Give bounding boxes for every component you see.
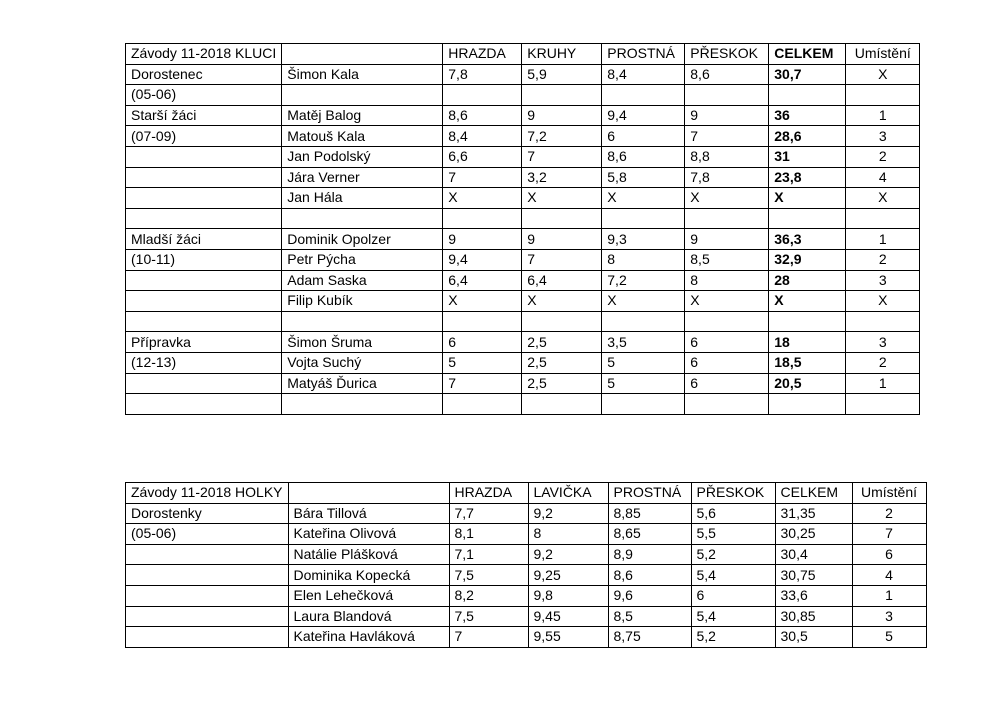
table-cell: 8,5 — [685, 249, 769, 270]
table-cell — [126, 394, 282, 415]
header-cell: CELKEM — [775, 483, 852, 504]
table-cell: 5 — [602, 352, 685, 373]
table-cell — [846, 208, 920, 229]
table-cell — [522, 208, 602, 229]
header-cell: CELKEM — [769, 44, 846, 65]
header-cell: Umístění — [846, 44, 920, 65]
boys-table-body — [126, 44, 920, 415]
table-cell: 9,45 — [528, 606, 608, 627]
table-cell: 31 — [769, 146, 846, 167]
table-cell — [443, 394, 522, 415]
table-cell — [685, 394, 769, 415]
table-cell: 5 — [443, 352, 522, 373]
header-cell: Umístění — [852, 483, 926, 504]
table-cell: 5,5 — [691, 524, 775, 545]
table-cell: 28,6 — [769, 126, 846, 147]
table-cell — [126, 167, 282, 188]
table-cell: Elen Lehečková — [288, 585, 449, 606]
table-cell — [126, 627, 289, 648]
table-cell: 6 — [685, 332, 769, 353]
table-cell — [126, 373, 282, 394]
header-cell: HRAZDA — [449, 483, 528, 504]
table-cell: 8,4 — [443, 126, 522, 147]
table-cell: 30,5 — [775, 627, 852, 648]
table-cell — [685, 311, 769, 332]
table-cell — [126, 565, 289, 586]
table-cell: Jan Podolský — [282, 146, 443, 167]
table-row — [126, 311, 920, 332]
table-cell: Dominik Opolzer — [282, 229, 443, 250]
table-cell: 7 — [443, 373, 522, 394]
table-cell: 8,2 — [449, 585, 528, 606]
table-cell: 1 — [846, 105, 920, 126]
table-cell: Přípravka — [126, 332, 282, 353]
table-row — [126, 188, 920, 209]
table-cell: X — [522, 188, 602, 209]
table-cell: 20,5 — [769, 373, 846, 394]
table-cell — [126, 270, 282, 291]
table-cell: 6 — [685, 352, 769, 373]
table-cell: 5,8 — [602, 167, 685, 188]
table-cell: 1 — [846, 373, 920, 394]
table-cell: 2 — [846, 146, 920, 167]
table-cell: 3 — [846, 126, 920, 147]
table-cell: 9,2 — [528, 544, 608, 565]
table-cell — [846, 394, 920, 415]
table-cell: Matouš Kala — [282, 126, 443, 147]
table-cell — [126, 544, 289, 565]
table-cell: 5 — [602, 373, 685, 394]
table-cell — [769, 311, 846, 332]
table-cell: X — [685, 188, 769, 209]
table-row — [126, 627, 927, 648]
table-cell: 7,2 — [522, 126, 602, 147]
table-cell: 8,85 — [608, 503, 691, 524]
header-cell: PŘESKOK — [685, 44, 769, 65]
table-cell: X — [522, 291, 602, 312]
table-row — [126, 105, 920, 126]
table-cell: 5 — [852, 627, 926, 648]
girls-table-body — [126, 483, 927, 648]
table-cell — [846, 85, 920, 106]
table-cell: 8 — [685, 270, 769, 291]
table-cell: 9,8 — [528, 585, 608, 606]
table-row — [126, 167, 920, 188]
table-cell: 3 — [852, 606, 926, 627]
table-row — [126, 606, 927, 627]
table-cell: X — [443, 291, 522, 312]
table-cell: 8,75 — [608, 627, 691, 648]
table-row — [126, 249, 920, 270]
table-cell: 8,6 — [685, 64, 769, 85]
table-cell: X — [602, 188, 685, 209]
table-cell: 7 — [522, 249, 602, 270]
table-cell: 3 — [846, 270, 920, 291]
table-cell: 9 — [685, 105, 769, 126]
table-row — [126, 373, 920, 394]
table-cell: 9,4 — [602, 105, 685, 126]
table-cell: Dorostenec — [126, 64, 282, 85]
table-cell: 5,6 — [691, 503, 775, 524]
table-cell: Filip Kubík — [282, 291, 443, 312]
table-cell — [602, 208, 685, 229]
table-cell: 7,5 — [449, 606, 528, 627]
table-cell: 7,1 — [449, 544, 528, 565]
table-cell: 6 — [685, 373, 769, 394]
table-cell: 5,4 — [691, 565, 775, 586]
table-cell: X — [846, 64, 920, 85]
table-row — [126, 64, 920, 85]
table-row — [126, 126, 920, 147]
table-cell: 7,8 — [443, 64, 522, 85]
table-cell — [126, 146, 282, 167]
table-cell: 32,9 — [769, 249, 846, 270]
table-cell: Šimon Šruma — [282, 332, 443, 353]
table-cell: Bára Tillová — [288, 503, 449, 524]
table-cell: 30,85 — [775, 606, 852, 627]
table-cell: 7,7 — [449, 503, 528, 524]
table-cell: Dominika Kopecká — [288, 565, 449, 586]
table-cell: 8,5 — [608, 606, 691, 627]
table-cell: 9 — [443, 229, 522, 250]
table-cell — [685, 208, 769, 229]
table-row — [126, 394, 920, 415]
table-cell: X — [685, 291, 769, 312]
table-cell: 23,8 — [769, 167, 846, 188]
table-cell: 5,2 — [691, 544, 775, 565]
table-cell: Petr Pýcha — [282, 249, 443, 270]
table-cell — [769, 208, 846, 229]
table-cell: 7 — [443, 167, 522, 188]
header-cell: PROSTNÁ — [602, 44, 685, 65]
table-cell — [522, 311, 602, 332]
table-cell: Matyáš Ďurica — [282, 373, 443, 394]
table-cell: Matěj Balog — [282, 105, 443, 126]
table-cell: Natálie Plášková — [288, 544, 449, 565]
header-cell: LAVIČKA — [528, 483, 608, 504]
table-cell: 5,4 — [691, 606, 775, 627]
boys-results-table — [125, 43, 920, 415]
table-cell: 1 — [852, 585, 926, 606]
table-cell: 7,8 — [685, 167, 769, 188]
table-cell — [685, 85, 769, 106]
table-cell: 8,65 — [608, 524, 691, 545]
table-cell: 7 — [449, 627, 528, 648]
header-cell: HRAZDA — [443, 44, 522, 65]
table-cell — [602, 85, 685, 106]
table-cell: 8 — [528, 524, 608, 545]
table-cell: X — [769, 188, 846, 209]
table-cell: (07-09) — [126, 126, 282, 147]
table-row — [126, 332, 920, 353]
table-cell: 30,25 — [775, 524, 852, 545]
table-row — [126, 585, 927, 606]
header-cell: PROSTNÁ — [608, 483, 691, 504]
header-row — [126, 483, 927, 504]
table-cell: 7 — [522, 146, 602, 167]
table-cell: 5,9 — [522, 64, 602, 85]
table-cell: 6 — [852, 544, 926, 565]
table-cell: Dorostenky — [126, 503, 289, 524]
table-cell: 3,2 — [522, 167, 602, 188]
table-cell: 36,3 — [769, 229, 846, 250]
table-cell: Jan Hála — [282, 188, 443, 209]
table-cell — [769, 394, 846, 415]
table-cell: 2,5 — [522, 332, 602, 353]
table-cell: 4 — [852, 565, 926, 586]
table-row — [126, 544, 927, 565]
table-row — [126, 146, 920, 167]
table-cell: Adam Saska — [282, 270, 443, 291]
table-cell: 9,3 — [602, 229, 685, 250]
table-cell: 6,4 — [443, 270, 522, 291]
table-row — [126, 208, 920, 229]
table-row — [126, 503, 927, 524]
table-cell: Mladší žáci — [126, 229, 282, 250]
table-row — [126, 352, 920, 373]
girls-results-table — [125, 482, 927, 648]
table-cell: 8,1 — [449, 524, 528, 545]
table-cell: 2 — [852, 503, 926, 524]
table-cell: Kateřina Havláková — [288, 627, 449, 648]
header-cell — [288, 483, 449, 504]
table-cell: 7,5 — [449, 565, 528, 586]
table-cell: 9,4 — [443, 249, 522, 270]
table-row — [126, 85, 920, 106]
table-cell: 28 — [769, 270, 846, 291]
table-cell — [602, 311, 685, 332]
table-cell: 6 — [443, 332, 522, 353]
table-cell: (10-11) — [126, 249, 282, 270]
table-cell — [126, 208, 282, 229]
table-cell: 3,5 — [602, 332, 685, 353]
table-cell: X — [602, 291, 685, 312]
table-row — [126, 565, 927, 586]
table-cell: 18 — [769, 332, 846, 353]
header-cell: Závody 11-2018 HOLKY — [126, 483, 289, 504]
table-cell: 8,9 — [608, 544, 691, 565]
table-cell — [769, 85, 846, 106]
table-cell: (12-13) — [126, 352, 282, 373]
table-row — [126, 291, 920, 312]
table-cell: 2 — [846, 249, 920, 270]
table-cell: 8,4 — [602, 64, 685, 85]
header-row — [126, 44, 920, 65]
table-cell: 7 — [852, 524, 926, 545]
table-cell: 9,6 — [608, 585, 691, 606]
table-cell: 6 — [691, 585, 775, 606]
table-cell — [282, 311, 443, 332]
header-cell: KRUHY — [522, 44, 602, 65]
table-cell: (05-06) — [126, 524, 289, 545]
table-cell: Kateřina Olivová — [288, 524, 449, 545]
table-cell: 36 — [769, 105, 846, 126]
table-cell: 31,35 — [775, 503, 852, 524]
table-cell: 1 — [846, 229, 920, 250]
table-cell: 9 — [685, 229, 769, 250]
table-cell — [126, 606, 289, 627]
table-cell: 7 — [685, 126, 769, 147]
table-cell: 8 — [602, 249, 685, 270]
table-cell: 9,2 — [528, 503, 608, 524]
table-cell — [846, 311, 920, 332]
table-cell — [282, 85, 443, 106]
table-cell: X — [443, 188, 522, 209]
table-cell — [443, 85, 522, 106]
table-cell — [126, 311, 282, 332]
table-cell: 8,6 — [608, 565, 691, 586]
table-cell — [602, 394, 685, 415]
table-cell: Šimon Kala — [282, 64, 443, 85]
header-cell — [282, 44, 443, 65]
table-cell — [282, 208, 443, 229]
table-cell — [522, 394, 602, 415]
table-cell: Jára Verner — [282, 167, 443, 188]
table-cell — [443, 208, 522, 229]
table-cell: 9,55 — [528, 627, 608, 648]
table-cell: Laura Blandová — [288, 606, 449, 627]
header-cell: Závody 11-2018 KLUCI — [126, 44, 282, 65]
table-cell: 2 — [846, 352, 920, 373]
header-cell: PŘESKOK — [691, 483, 775, 504]
table-cell: 30,4 — [775, 544, 852, 565]
table-cell: 8,6 — [602, 146, 685, 167]
table-cell: 3 — [846, 332, 920, 353]
table-cell: 9 — [522, 229, 602, 250]
table-cell: (05-06) — [126, 85, 282, 106]
table-cell: 6,4 — [522, 270, 602, 291]
table-cell: 9 — [522, 105, 602, 126]
table-cell: 2,5 — [522, 373, 602, 394]
table-cell: 5,2 — [691, 627, 775, 648]
table-cell — [126, 188, 282, 209]
table-cell: Starší žáci — [126, 105, 282, 126]
table-cell — [443, 311, 522, 332]
table-cell — [126, 291, 282, 312]
table-cell: 30,7 — [769, 64, 846, 85]
table-cell: X — [846, 188, 920, 209]
table-cell: 2,5 — [522, 352, 602, 373]
table-cell: X — [769, 291, 846, 312]
table-cell: 8,8 — [685, 146, 769, 167]
table-cell: 18,5 — [769, 352, 846, 373]
table-cell: 4 — [846, 167, 920, 188]
table-cell: Vojta Suchý — [282, 352, 443, 373]
table-cell — [126, 585, 289, 606]
table-row — [126, 524, 927, 545]
table-row — [126, 229, 920, 250]
table-cell: 30,75 — [775, 565, 852, 586]
table-cell: 8,6 — [443, 105, 522, 126]
table-row — [126, 270, 920, 291]
table-cell: X — [846, 291, 920, 312]
table-cell: 7,2 — [602, 270, 685, 291]
table-cell: 6 — [602, 126, 685, 147]
table-cell: 6,6 — [443, 146, 522, 167]
table-cell: 9,25 — [528, 565, 608, 586]
table-cell — [522, 85, 602, 106]
table-cell: 33,6 — [775, 585, 852, 606]
table-cell — [282, 394, 443, 415]
